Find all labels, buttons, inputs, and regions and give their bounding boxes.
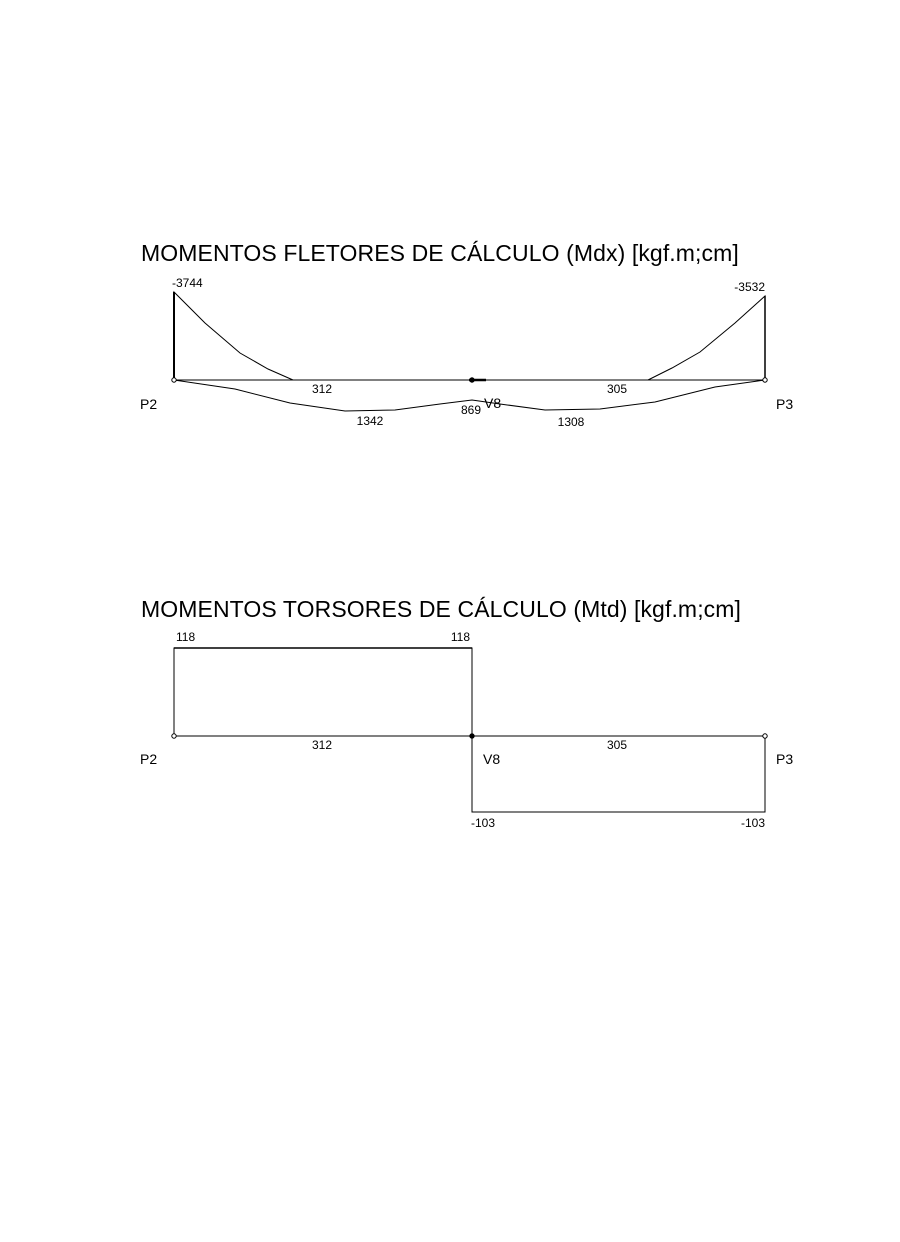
torsion-label-left-start: 118 bbox=[176, 630, 196, 644]
negative-moment-right-curve bbox=[648, 296, 765, 380]
node-v8 bbox=[470, 734, 474, 738]
moment-label-max-right: 1308 bbox=[557, 415, 585, 429]
node-label-p2: P2 bbox=[140, 396, 158, 412]
torsion-label-right-start: -103 bbox=[471, 816, 496, 830]
moment-label-left-end: -3744 bbox=[172, 276, 203, 290]
node-label-v8: V8 bbox=[483, 751, 501, 767]
moment-label-support: 869 bbox=[460, 403, 482, 417]
negative-moment-left-curve bbox=[174, 292, 293, 380]
torsion-moment-diagram bbox=[0, 625, 900, 835]
node-label-p3: P3 bbox=[776, 751, 794, 767]
node-v8 bbox=[470, 378, 474, 382]
span-label-left: 312 bbox=[311, 738, 333, 752]
bending-moment-title: MOMENTOS FLETORES DE CÁLCULO (Mdx) [kgf.m;cm] bbox=[141, 240, 739, 266]
span-label-right: 305 bbox=[606, 382, 628, 396]
torsion-block-left bbox=[174, 648, 472, 736]
node-label-p3: P3 bbox=[776, 396, 794, 412]
node-label-p2: P2 bbox=[140, 751, 158, 767]
torsion-moment-title: MOMENTOS TORSORES DE CÁLCULO (Mtd) [kgf.m;cm] bbox=[141, 596, 742, 622]
torsion-label-right-end: -103 bbox=[740, 816, 765, 830]
node-label-v8: V8 bbox=[484, 395, 502, 411]
node-p2 bbox=[172, 378, 176, 382]
moment-label-right-end: -3532 bbox=[734, 280, 765, 294]
bending-moment-diagram bbox=[0, 270, 900, 450]
node-p2 bbox=[172, 734, 176, 738]
span-label-left: 312 bbox=[311, 382, 333, 396]
torsion-label-left-end: 118 bbox=[450, 630, 470, 644]
node-p3 bbox=[763, 734, 767, 738]
node-p3 bbox=[763, 378, 767, 382]
span-label-right: 305 bbox=[606, 738, 628, 752]
moment-label-max-left: 1342 bbox=[356, 414, 384, 428]
